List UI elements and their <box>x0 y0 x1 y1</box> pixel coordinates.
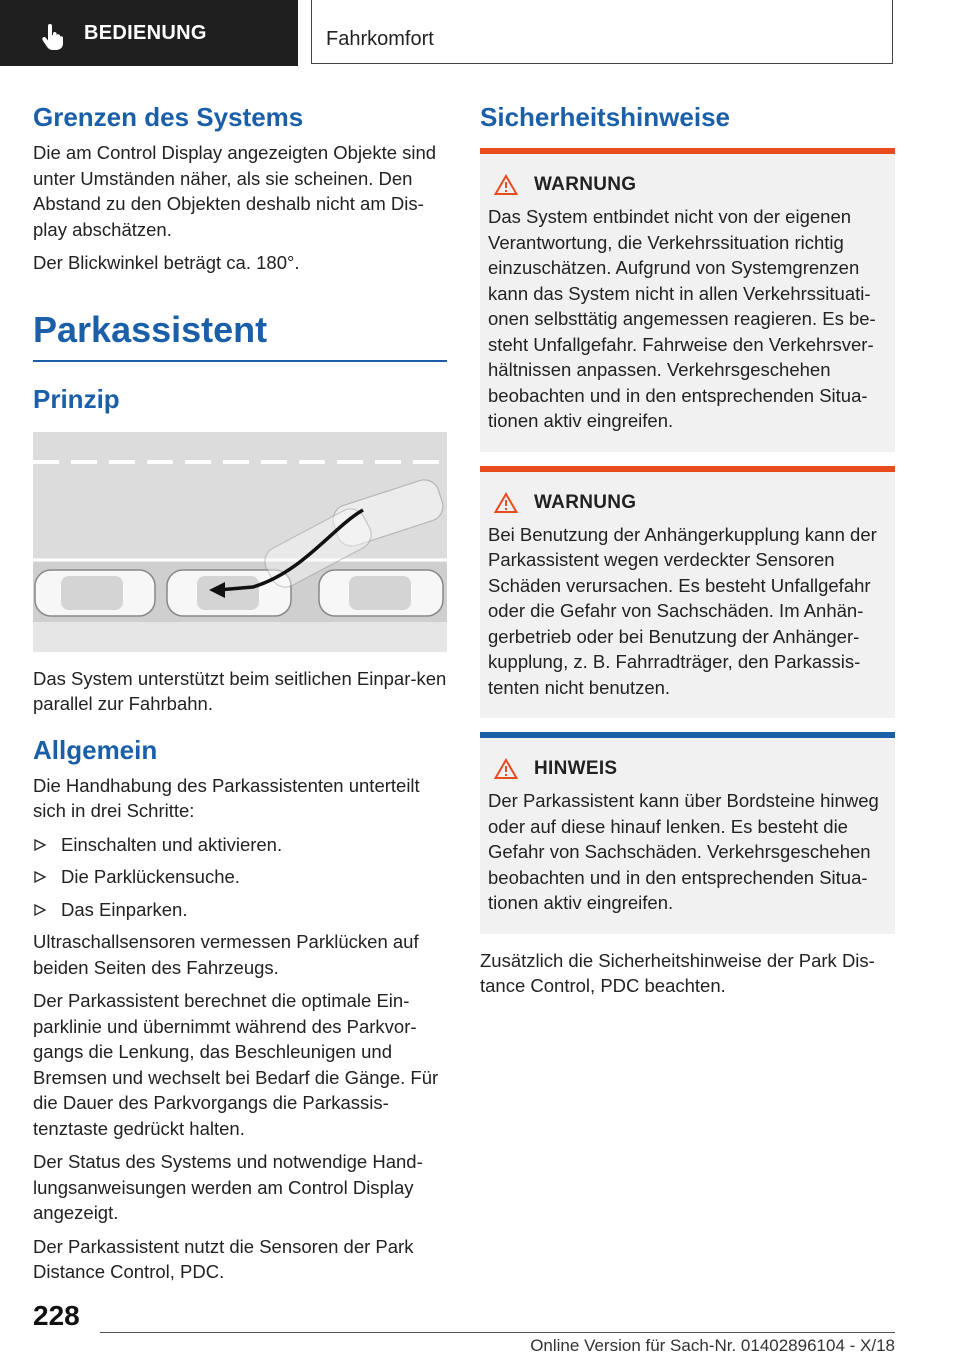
parking-illustration <box>33 432 447 652</box>
general-intro: Die Handhabung des Parkassistenten unterteilt sich in drei Schritte: <box>33 774 420 821</box>
warning-box-1 <box>480 148 895 452</box>
note-title-text: HINWEIS <box>534 758 618 779</box>
safety-heading: Sicherheitshinweise <box>480 102 730 132</box>
step-label: Einschalten und aktivieren. <box>61 833 283 855</box>
warning-title-2 <box>494 492 887 514</box>
left-column <box>33 100 447 1293</box>
parked-car-left <box>35 570 155 616</box>
step-label: Die Parklückensuche. <box>61 866 240 887</box>
list-item <box>33 832 447 858</box>
ultrasonic-paragraph: Ultraschallsensoren vermessen Parklücken auf beiden Seiten des Fahrzeugs. <box>33 931 419 978</box>
warning-box-2 <box>480 466 895 719</box>
steps-list <box>33 832 447 923</box>
limits-paragraph-1: Die am Control Display angezeigten Objekte sind unter Umständen näher, als sie scheinen. Den Abstand zu den Objekten deshalb nicht am Dis-play abschätzen. <box>33 142 437 240</box>
heading-rule <box>33 360 447 362</box>
section-label: Fahrkomfort <box>326 28 434 50</box>
main-heading: Parkassistent <box>33 308 268 350</box>
note-box <box>480 732 895 934</box>
additional-paragraph: Zusätzlich die Sicherheitshinweise der Park Dis-tance Control, PDC beachten. <box>480 949 875 996</box>
principle-text: Das System unterstützt beim seitlichen Einpar-ken parallel zur Fahrbahn. <box>33 667 447 714</box>
limits-paragraph-2: Der Blickwinkel beträgt ca. 180°. <box>33 252 300 273</box>
list-item <box>33 864 447 890</box>
chapter-tab <box>0 0 298 66</box>
online-version-text: Online Version für Sach-Nr. 01402896104 - X/18 <box>530 1336 895 1355</box>
warning-text-2: Bei Benutzung der Anhängerkupplung kann der Parkassistent wegen verdeckter Sensoren Schäden verursachen. Es besteht Unfallgefahr oder die Gefahr von Sachschäden. Im Anhän-gerbetrieb oder bei Benutzung der Anhänger-kupplung, z. B. Fahrradträger, den Parkassis-tenten nicht benutzen. <box>488 523 877 698</box>
principle-heading: Prinzip <box>33 383 120 414</box>
chapter-label: BEDIENUNG <box>84 22 207 44</box>
triangle-bullet-icon <box>33 838 47 852</box>
page-footer <box>0 1290 960 1362</box>
parked-car-right <box>319 570 443 616</box>
general-heading: Allgemein <box>33 734 158 765</box>
warning-title-text: WARNUNG <box>534 491 637 513</box>
warning-triangle-icon <box>494 758 518 780</box>
footer-rule <box>100 1332 895 1333</box>
hand-pointer-icon <box>40 24 64 50</box>
page-number: 228 <box>33 1300 80 1331</box>
list-item <box>33 897 447 923</box>
warning-title-text: WARNUNG <box>534 174 637 195</box>
warning-triangle-icon <box>494 174 518 196</box>
parking-diagram <box>33 432 447 652</box>
note-title <box>494 758 887 780</box>
limits-heading: Grenzen des Systems <box>33 102 304 132</box>
triangle-bullet-icon <box>33 903 47 917</box>
warning-triangle-icon <box>494 492 518 514</box>
sensors-paragraph: Der Parkassistent nutzt die Sensoren der Park Distance Control, PDC. <box>33 1235 414 1282</box>
section-tab <box>311 0 893 64</box>
step-label: Das Einparken. <box>61 898 188 920</box>
warning-title-1 <box>494 174 887 196</box>
page-header <box>0 0 960 66</box>
status-paragraph: Der Status des Systems und notwendige Hand-lungsanweisungen werden am Control Display angezeigt. <box>33 1151 423 1223</box>
note-text: Der Parkassistent kann über Bordsteine hinweg oder auf diese hinauf lenken. Es besteht die Gefahr von Sachschäden. Verkehrsgeschehen beobachten und in den entsprechenden Situa-tionen aktiv eingreifen. <box>488 790 879 913</box>
right-column <box>480 100 895 1007</box>
triangle-bullet-icon <box>33 870 47 884</box>
warning-text-1: Das System entbindet nicht von der eigenen Verantwortung, die Verkehrssituation richtig einzuschätzen. Aufgrund von Systemgrenzen kann das System nicht in allen Verkehrssituati-onen selbsttätig angemessen reagieren. Es be-steht Unfallgefahr. Fahrweise den Verkehrsver-hältnissen anpassen. Verkehrsgeschehen beobachten und in den entsprechenden Situa-tionen aktiv eingreifen. <box>488 206 876 431</box>
calculation-paragraph: Der Parkassistent berechnet die optimale Ein-parklinie und übernimmt während des Parkvor-gangs die Lenkung, das Beschleunigen und Bremsen und wechselt bei Bedarf die Gänge. Für die Dauer des Parkvorgangs die Parkassis-tenztaste gedrückt halten. <box>33 990 439 1139</box>
